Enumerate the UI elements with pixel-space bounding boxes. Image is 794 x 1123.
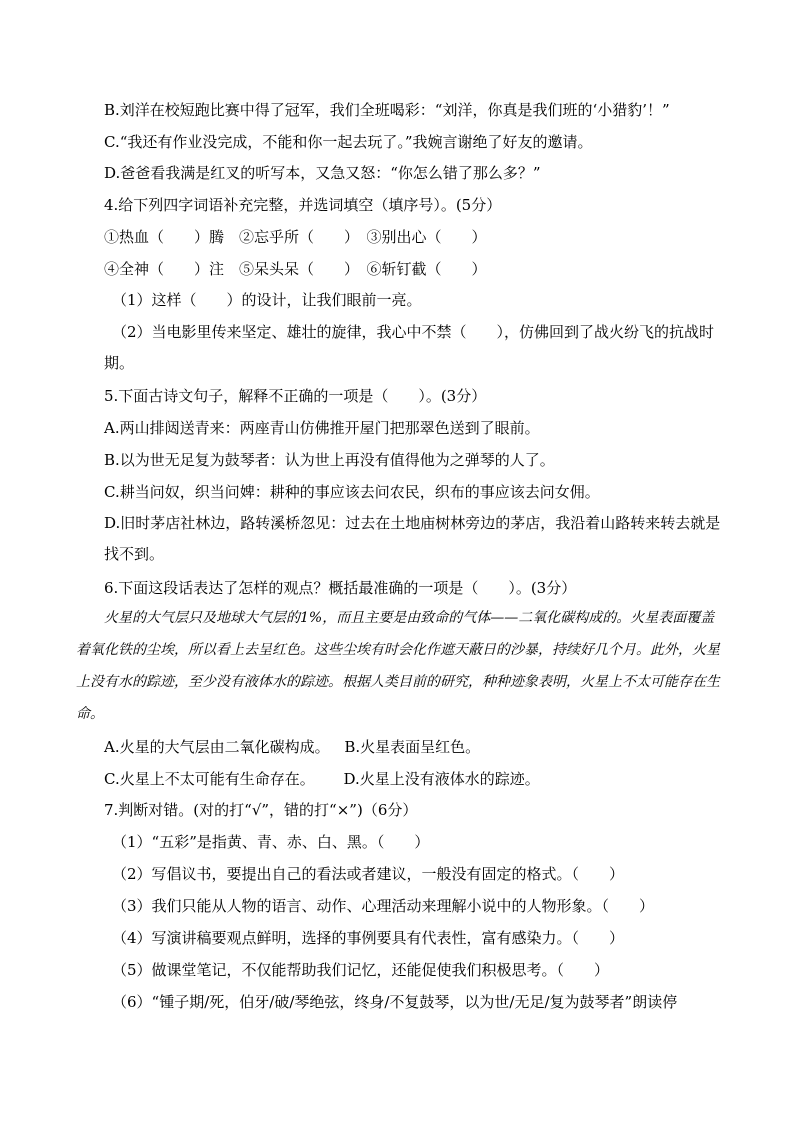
q5-option-a: A.两山排闼送青来：两座青山仿佛推开屋门把那翠色送到了眼前。 [104, 419, 540, 437]
q5-option-d: D.旧时茅店社林边，路转溪桥忽见：过去在土地庙树林旁边的茅店，我沿着山路转来转去就是找不到。 [104, 514, 721, 563]
q6-options-ab [104, 737, 480, 757]
q7-item: （5）做课堂笔记，不仅能帮助我们记忆，还能促使我们积极思考。（ ） [112, 961, 610, 979]
q3-option-b: B.刘洋在校短跑比赛中得了冠军，我们全班喝彩：“刘洋，你真是我们班的‘小猎豹’！” [104, 101, 670, 119]
q6-option-d: D.火星上没有液体水的踪迹。 [343, 770, 540, 788]
q4-sub2: （2）当电影里传来坚定、雄壮的旋律，我心中不禁（ ），仿佛回到了战火纷飞的抗战时期。 [104, 323, 715, 372]
q5-option-c: C.耕当问奴，织当问婢：耕种的事应该去问农民，织布的事应该去问女佣。 [104, 483, 600, 501]
q6-options-cd [104, 769, 540, 789]
q7-item: （2）写倡议书，要提出自己的看法或者建议，一般没有固定的格式。（ ） [112, 865, 625, 883]
q7-stem: 7.判断对错。(对的打“√”，错的打“×”)（6分） [104, 801, 418, 819]
q3-option-c: C.“我还有作业没完成，不能和你一起去玩了。”我婉言谢绝了好友的邀请。 [104, 133, 593, 151]
q4-stem: 4.给下列四字词语补充完整，并选词填空（填序号）。(5分） [104, 196, 502, 214]
q5-option-b: B.以为世无足复为鼓琴者：认为世上再没有值得他为之弹琴的人了。 [104, 451, 555, 469]
q6-passage: 火星的大气层只及地球大气层的1%，而且主要是由致命的气体——二氧化碳构成的。火星表面覆盖着氧化铁的尘埃，所以看上去呈红色。这些尘埃有时会化作遮天蔽日的沙暴，持续好几个月。此外，火星上没有水的踪迹，至少没有液体水的踪迹。根据人类目前的研究，种种迹象表明，火星上不太可能存在生命。 [76, 610, 720, 722]
q4-row1: ①热血（ ）腾 ②忘乎所（ ） ③别出心（ ） [104, 228, 487, 246]
q4-row2: ④全神（ ）注 ⑤呆头呆（ ） ⑥斩钉截（ ） [104, 260, 487, 278]
q7-item: （3）我们只能从人物的语言、动作、心理活动来理解小说中的人物形象。（ ） [112, 897, 655, 915]
q6-stem: 6.下面这段话表达了怎样的观点？概括最准确的一项是（ ）。(3分） [104, 579, 577, 597]
q7-item: （1）“五彩”是指黄、青、赤、白、黑。（ ） [112, 833, 430, 851]
q6-option-c: C.火星上不太可能有生命存在。 [104, 770, 315, 788]
q5-stem: 5.下面古诗文句子，解释不正确的一项是（ ）。(3分） [104, 387, 487, 405]
q6-option-a: A.火星的大气层由二氧化碳构成。 [104, 738, 330, 756]
q3-option-d: D.爸爸看我满是红叉的听写本，又急又怒：“你怎么错了那么多？” [104, 164, 541, 182]
q6-option-b: B.火星表面呈红色。 [344, 738, 481, 756]
q7-item: （4）写演讲稿要观点鲜明，选择的事例要具有代表性，富有感染力。（ ） [112, 929, 625, 947]
q7-item: （6）“锺子期/死，伯牙/破/琴绝弦，终身/不复鼓琴，以为世/无足/复为鼓琴者”朗读停 [112, 993, 678, 1011]
q4-sub1: （1）这样（ ）的设计，让我们眼前一亮。 [112, 291, 422, 309]
